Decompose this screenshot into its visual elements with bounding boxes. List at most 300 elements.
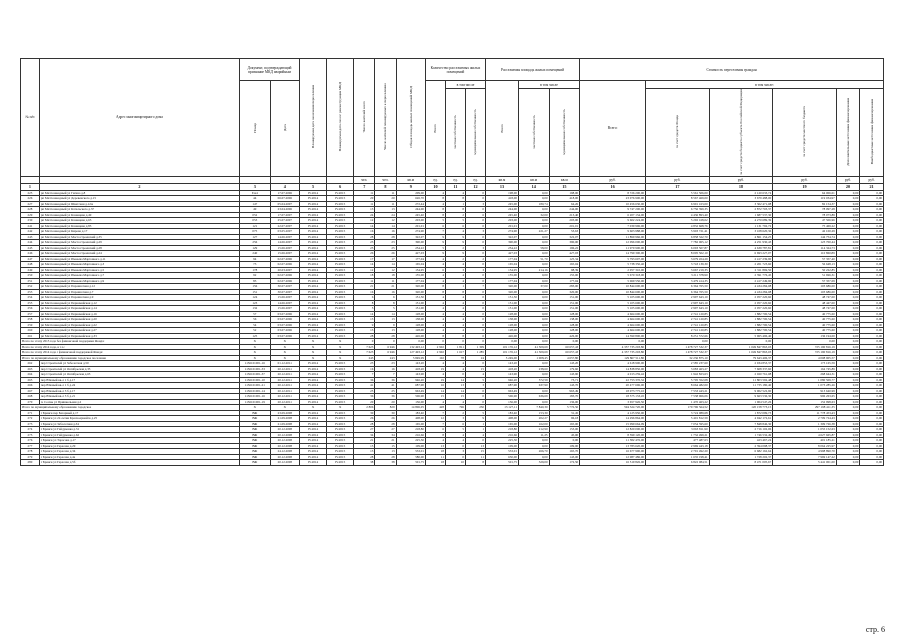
table-cell: 258	[21, 317, 40, 323]
table-cell: 2 934 853,37	[709, 361, 773, 367]
table-cell: 0,00	[836, 317, 860, 323]
table-cell: 143,20	[485, 361, 518, 367]
table-cell: 0,00	[836, 278, 860, 284]
table-cell: 94	[239, 256, 270, 262]
table-cell: 8 726 200,00	[580, 190, 646, 196]
table-cell: 4	[445, 262, 465, 268]
address-cell: рп Мачтозаводный ул Мостостроевский д.28	[39, 245, 239, 251]
table-cell: ВЖ	[239, 449, 270, 455]
table-cell: 0,00	[860, 421, 884, 427]
table-cell: 401 185,21	[773, 438, 837, 444]
table-cell: 5 105 600,00	[580, 300, 646, 306]
table-cell: 6 207 134,00	[580, 212, 646, 218]
table-cell: 14.06.2007	[270, 234, 299, 240]
table-cell: ВЖ	[239, 427, 270, 433]
table-cell: 14 838 850,00	[580, 366, 646, 372]
table-cell: 13	[445, 383, 465, 389]
table-cell: 322,07	[396, 234, 425, 240]
table-cell: 5	[465, 410, 485, 416]
table-cell: 41 309,69	[518, 350, 549, 356]
column-number-cell: 11	[445, 183, 465, 190]
table-cell: 18	[375, 273, 396, 279]
table-cell: 21	[375, 438, 396, 444]
table-cell: 9	[445, 240, 465, 246]
table-cell: 5 441 001,00	[773, 460, 837, 466]
table-cell: 243	[375, 355, 396, 361]
table-cell: 114 324,73	[773, 245, 837, 251]
table-cell: 280	[21, 460, 40, 466]
table-cell: 3 667 219,35	[646, 267, 710, 273]
table-cell: 636,69	[518, 394, 549, 400]
table-cell: 73,71	[549, 377, 580, 383]
table-cell: IV.2015	[327, 372, 354, 378]
page-number: стр. 6	[865, 625, 885, 634]
address-cell: рп Мачтозаводный ул Мостостроевский д.29	[39, 240, 239, 246]
unit-cell: чел.	[375, 176, 396, 183]
table-cell: 0,00	[836, 410, 860, 416]
table-cell: 9 603 988,00	[580, 229, 646, 235]
unit-cell	[300, 176, 327, 183]
table-cell: X	[300, 344, 327, 350]
table-cell: 0	[465, 394, 485, 400]
col-cost-incl-header: в том числе:	[646, 81, 884, 89]
table-cell: ЕА4	[239, 190, 270, 196]
table-cell: 7 039 996,00	[580, 223, 646, 229]
table-cell: 725 190 816,19	[773, 350, 837, 356]
table-cell: 0	[465, 399, 485, 405]
table-cell: 15	[445, 394, 465, 400]
table-cell: 6 693 227,07	[709, 251, 773, 257]
table-cell: 0,00	[860, 201, 884, 207]
table-cell: 4	[425, 300, 445, 306]
table-cell: 13	[354, 317, 375, 323]
table-cell: 16	[354, 229, 375, 235]
table-cell: 03.07.2006	[270, 322, 299, 328]
table-cell: 5	[445, 218, 465, 224]
table-cell: 26	[354, 416, 375, 422]
table-cell: IV.2015	[327, 212, 354, 218]
table-cell: 0,00	[860, 388, 884, 394]
table-cell: 16	[375, 229, 396, 235]
col-count-private-header: частная собственность	[445, 89, 465, 177]
table-cell: 260	[21, 328, 40, 334]
table-cell: 198,00	[485, 190, 518, 196]
table-cell: 20.12.2011	[270, 377, 299, 383]
table-cell: IV.2014	[300, 190, 327, 196]
table-cell: 143,90	[396, 372, 425, 378]
table-cell: 0,00	[836, 372, 860, 378]
table-cell: 630,00	[485, 454, 518, 460]
table-cell: 5 292 168,02	[646, 218, 710, 224]
unit-cell: руб.	[580, 176, 646, 183]
table-cell: IV.2014	[300, 289, 327, 295]
table-cell: 11 582 476,00	[580, 438, 646, 444]
table-cell: 01.12.2011	[270, 361, 299, 367]
table-cell: 247	[21, 256, 40, 262]
table-cell: 125	[239, 333, 270, 339]
table-cell: 11 979 900,00	[580, 245, 646, 251]
table-cell: 10	[445, 460, 465, 466]
unit-cell: руб.	[709, 176, 773, 183]
table-cell: 0	[465, 273, 485, 279]
table-cell: 7 840,30	[518, 405, 549, 411]
table-cell: 0,00	[836, 361, 860, 367]
table-cell: IV.2014	[300, 201, 327, 207]
table-cell: IV.2014	[300, 372, 327, 378]
table-cell: 0	[465, 190, 485, 196]
table-cell: 218,80	[485, 427, 518, 433]
table-cell: 0,00	[836, 240, 860, 246]
table-cell: 14	[445, 388, 465, 394]
table-cell: 0,00	[518, 454, 549, 460]
table-cell: IV.2014	[300, 328, 327, 334]
col-residents-total-header: Число жителей всего	[354, 59, 375, 177]
table-cell: 253	[21, 289, 40, 295]
table-cell: 17	[354, 256, 375, 262]
table-cell: 426,00	[485, 333, 518, 339]
table-cell: 14 806,05	[396, 405, 425, 411]
address-cell: г Брянск ул Тарасова д.17	[39, 438, 239, 444]
table-cell: 9 663 536,30	[709, 394, 773, 400]
table-cell: 28	[375, 333, 396, 339]
address-cell: пер Строителей ул Заболотная д.50	[39, 361, 239, 367]
table-cell: 2	[445, 212, 465, 218]
table-body-summary-a	[21, 339, 884, 361]
table-cell: 9 747 200,00	[580, 207, 646, 213]
table-cell: X	[239, 355, 270, 361]
table-cell: 0,00	[485, 339, 518, 345]
table-cell: 25	[354, 245, 375, 251]
table-cell: 267	[21, 388, 40, 394]
table-cell: 5 738 350,40	[580, 262, 646, 268]
table-cell: 164 745,89	[773, 366, 837, 372]
table-cell: 20.03.2007	[270, 267, 299, 273]
table-cell: IV.2014	[300, 240, 327, 246]
table-cell: 580,00	[396, 454, 425, 460]
register-sheet	[20, 58, 884, 466]
table-cell: 42 100,29	[773, 229, 837, 235]
table-cell: 64 006,01	[773, 190, 837, 196]
table-cell: 20.12.2008	[270, 443, 299, 449]
table-cell: IV.2014	[300, 256, 327, 262]
table-cell: 128,00	[396, 311, 425, 317]
table-cell: 0,00	[518, 361, 549, 367]
table-cell: 0,00	[860, 229, 884, 235]
table-cell: 151,00	[396, 306, 425, 312]
table-cell: 0,00	[518, 300, 549, 306]
table-cell: 6	[445, 421, 465, 427]
table-cell: 0,00	[860, 256, 884, 262]
table-cell: 4 436 893,40	[646, 212, 710, 218]
table-cell: 25	[375, 245, 396, 251]
table-cell: 3	[465, 201, 485, 207]
units-row	[21, 176, 884, 183]
table-cell: 0	[465, 300, 485, 306]
column-number-cell: 13	[485, 183, 518, 190]
table-cell: 264	[21, 372, 40, 378]
table-cell: 277	[21, 443, 40, 449]
table-cell: 0,00	[860, 317, 884, 323]
table-cell: 23	[354, 361, 375, 367]
table-cell: 1156101001-16	[239, 394, 270, 400]
table-cell: 2 585 237,60	[646, 361, 710, 367]
table-cell: IV.2014	[300, 383, 327, 389]
table-cell: 2 741 120,85	[646, 322, 710, 328]
table-cell: 4	[445, 361, 465, 367]
table-cell: 138,00	[549, 317, 580, 323]
table-cell: 8	[425, 432, 445, 438]
table-cell: 27	[354, 427, 375, 433]
col-area-total-header: Общая площадь жилых помещений МКД	[396, 59, 425, 177]
column-number-cell: 2	[39, 183, 239, 190]
table-cell: 5	[354, 306, 375, 312]
table-cell: 1 746 532,49	[709, 432, 773, 438]
table-cell: 0,00	[836, 295, 860, 301]
col-count-group-header: Количество расселяемых жилых помещений	[425, 59, 485, 81]
table-cell: 272,44	[396, 201, 425, 207]
table-cell: 9	[375, 322, 396, 328]
unit-cell: кв.м	[485, 176, 518, 183]
table-cell: IV.2015	[327, 449, 354, 455]
table-cell: 245	[21, 245, 40, 251]
table-cell: IV.2015	[327, 289, 354, 295]
table-cell: 12	[354, 218, 375, 224]
table-cell: 0,00	[860, 372, 884, 378]
column-number-cell: 19	[773, 183, 837, 190]
table-cell: 0,00	[836, 223, 860, 229]
column-number-row	[21, 183, 884, 190]
table-cell: 0	[425, 339, 445, 345]
col-area-municipal-header: муниципальная собственность	[549, 89, 580, 177]
table-cell: 390,00	[485, 240, 518, 246]
table-cell: 5 776,50	[549, 405, 580, 411]
table-cell: 4	[425, 262, 445, 268]
table-cell: 10 844 600,00	[580, 284, 646, 290]
table-cell: 996 263,65	[773, 394, 837, 400]
table-cell: 5 069 550,00	[580, 278, 646, 284]
col-address-header: Адрес многоквартирного дома	[39, 59, 239, 177]
table-cell: 0,00	[860, 333, 884, 339]
table-cell: 20.12.2011	[270, 388, 299, 394]
table-cell: 6	[425, 427, 445, 433]
table-cell: X	[270, 405, 299, 411]
table-cell: 427,03	[485, 251, 518, 257]
table-cell: 572,59	[518, 377, 549, 383]
table-cell: 418,20	[485, 366, 518, 372]
table-cell: 2 709 724,43	[773, 416, 837, 422]
table-cell: IV.2014	[300, 322, 327, 328]
table-cell: 5 249,00	[485, 355, 518, 361]
table-cell: 15.06.2007	[270, 295, 299, 301]
table-cell: 20	[375, 196, 396, 202]
column-number-cell: 15	[549, 183, 580, 190]
column-number-cell: 7	[354, 183, 375, 190]
table-cell: 143,90	[549, 372, 580, 378]
table-cell: 2 311 869,50	[709, 267, 773, 273]
table-cell: IV.2015	[327, 317, 354, 323]
table-cell: 250	[21, 273, 40, 279]
col-num-header: № п/п	[21, 59, 40, 177]
table-cell: 119 034,97	[773, 196, 837, 202]
address-cell: г Брянск ул Гайдуковка д.62	[39, 432, 239, 438]
table-cell: 4 627 665,87	[773, 432, 837, 438]
table-cell: 0,00	[518, 322, 549, 328]
table-cell: 32,00	[518, 212, 549, 218]
table-cell: 31,45	[549, 410, 580, 416]
table-cell: 203,00	[396, 218, 425, 224]
table-cell: 230	[465, 405, 485, 411]
table-cell: 0,00	[836, 262, 860, 268]
table-cell: 0	[465, 234, 485, 240]
table-cell: 963,49	[549, 388, 580, 394]
table-cell: IV.2015	[327, 245, 354, 251]
table-cell: 24	[354, 212, 375, 218]
table-cell: 03.07.2006	[270, 328, 299, 334]
table-cell: 11 778 453,43	[773, 410, 837, 416]
table-cell: 533,01	[396, 449, 425, 455]
table-cell: 796	[445, 405, 465, 411]
table-cell: ВЖ	[239, 416, 270, 422]
table-cell: 0,00	[836, 212, 860, 218]
table-cell: 02.07.2006	[270, 273, 299, 279]
table-cell: 0	[465, 196, 485, 202]
table-cell: 1 073 285,26	[773, 383, 837, 389]
col-area-all-header: Всего	[485, 81, 518, 177]
table-cell: 02.07.2006	[270, 256, 299, 262]
table-cell: 245,00	[485, 201, 518, 207]
table-cell: 626,70	[396, 196, 425, 202]
table-cell: IV.2015	[327, 278, 354, 284]
table-cell: 2 057 220,60	[709, 306, 773, 312]
table-cell: 128,00	[485, 322, 518, 328]
table-cell: 4 434 284,08	[709, 284, 773, 290]
table-cell: 102	[425, 355, 445, 361]
address-cell: пер Южный кв-л 1 б д.17	[39, 377, 239, 383]
table-cell: 4	[445, 295, 465, 301]
address-cell: г Брянск ул 22-летия Красноармейск д.25	[39, 416, 239, 422]
table-cell: 261	[21, 333, 40, 339]
table-cell: 92	[239, 273, 270, 279]
table-cell: 0	[465, 289, 485, 295]
table-cell: 52	[239, 328, 270, 334]
table-cell: 408,00	[485, 416, 518, 422]
table-cell: 1156101001-10	[239, 377, 270, 383]
summary-label-cell: Всего по этапу 2014 года с финансовой поддержкой Фонда:	[21, 350, 240, 356]
address-cell: рп Мачтозаводный ул Имаеева Мартовкого д.9	[39, 278, 239, 284]
table-cell: 501,75	[396, 460, 425, 466]
table-cell: 30.07.2007	[270, 289, 299, 295]
table-cell: 13	[354, 449, 375, 455]
table-row	[21, 460, 884, 466]
table-cell: 427,03	[396, 251, 425, 257]
table-cell: 4	[425, 278, 445, 284]
table-cell: 2 201 723,60	[709, 262, 773, 268]
table-cell: 4	[425, 317, 445, 323]
table-cell: IV.2015	[327, 218, 354, 224]
col-area-incl-header: в том числе	[518, 81, 579, 89]
table-cell: IV.2014	[300, 295, 327, 301]
table-cell: 14	[375, 223, 396, 229]
table-cell: 2 969 443,18	[646, 443, 710, 449]
table-cell: 418,20	[396, 366, 425, 372]
table-cell: 268	[21, 394, 40, 400]
table-cell: 0,00	[860, 427, 884, 433]
table-cell: 075	[239, 229, 270, 235]
table-cell: 8	[445, 207, 465, 213]
table-cell: 25	[375, 388, 396, 394]
table-cell: IV.2015	[327, 366, 354, 372]
column-number-cell: 17	[646, 183, 710, 190]
table-cell: IV.2015	[327, 388, 354, 394]
table-cell: 11,25	[518, 432, 549, 438]
table-cell: 136,00	[396, 399, 425, 405]
table-cell: 15	[354, 443, 375, 449]
table-cell: 16	[425, 383, 445, 389]
table-cell: 0,00	[518, 190, 549, 196]
table-cell: 0,00	[860, 339, 884, 345]
table-cell: 4	[445, 328, 465, 334]
table-cell: IV.2014	[300, 234, 327, 240]
table-cell: 212,90	[518, 427, 549, 433]
table-cell: IV.2015	[327, 416, 354, 422]
table-cell: 245,40	[396, 212, 425, 218]
table-cell: 14	[425, 388, 445, 394]
table-cell: 58,00	[518, 245, 549, 251]
table-cell: 0,00	[860, 234, 884, 240]
address-cell: рп Мачтозаводный ул Парашютная д.12	[39, 284, 239, 290]
column-number-cell: 16	[580, 183, 646, 190]
table-cell: 0,00	[860, 350, 884, 356]
table-cell: 276	[21, 438, 40, 444]
table-cell: X	[239, 350, 270, 356]
table-cell: 151,50	[485, 295, 518, 301]
table-cell: 8	[425, 284, 445, 290]
col-cost-subject-header: за счет средств бюджета субъекта Российской Федерации	[709, 89, 773, 177]
table-cell: 0,00	[860, 443, 884, 449]
table-cell: 28	[375, 454, 396, 460]
table-cell: IV.2015	[327, 421, 354, 427]
table-cell: 20.12.2011	[270, 383, 299, 389]
table-cell: 8	[354, 300, 375, 306]
table-cell: 28	[354, 454, 375, 460]
table-cell: 152 998,63	[773, 399, 837, 405]
table-cell: 151,00	[549, 295, 580, 301]
table-cell: 109,00	[549, 443, 580, 449]
unit-cell: кв.м	[396, 176, 425, 183]
table-cell: 4 357 735 203,80	[580, 350, 646, 356]
table-cell: 245,40	[485, 212, 518, 218]
table-cell: 132 493,12	[396, 344, 425, 350]
table-cell: 26	[375, 251, 396, 257]
table-cell: 2 417 239,90	[709, 256, 773, 262]
table-cell: 4	[425, 190, 445, 196]
table-cell: 9	[425, 234, 445, 240]
table-cell: 0,00	[860, 383, 884, 389]
table-cell: ВЖ	[239, 438, 270, 444]
table-cell: 0,00	[836, 289, 860, 295]
table-cell: 20.12.2008	[270, 427, 299, 433]
address-cell: рп Мачтозаводный ул Парашютная д.9	[39, 295, 239, 301]
table-cell: 7 623	[354, 350, 375, 356]
table-cell: 1	[445, 284, 465, 290]
table-cell: IV.2015	[327, 383, 354, 389]
table-cell: 427,03	[549, 251, 580, 257]
table-cell: 48 747,00	[773, 295, 837, 301]
table-cell: 50 222,85	[773, 267, 837, 273]
table-cell: 0,00	[860, 322, 884, 328]
table-cell: 244,00	[549, 207, 580, 213]
table-cell: 129	[239, 245, 270, 251]
